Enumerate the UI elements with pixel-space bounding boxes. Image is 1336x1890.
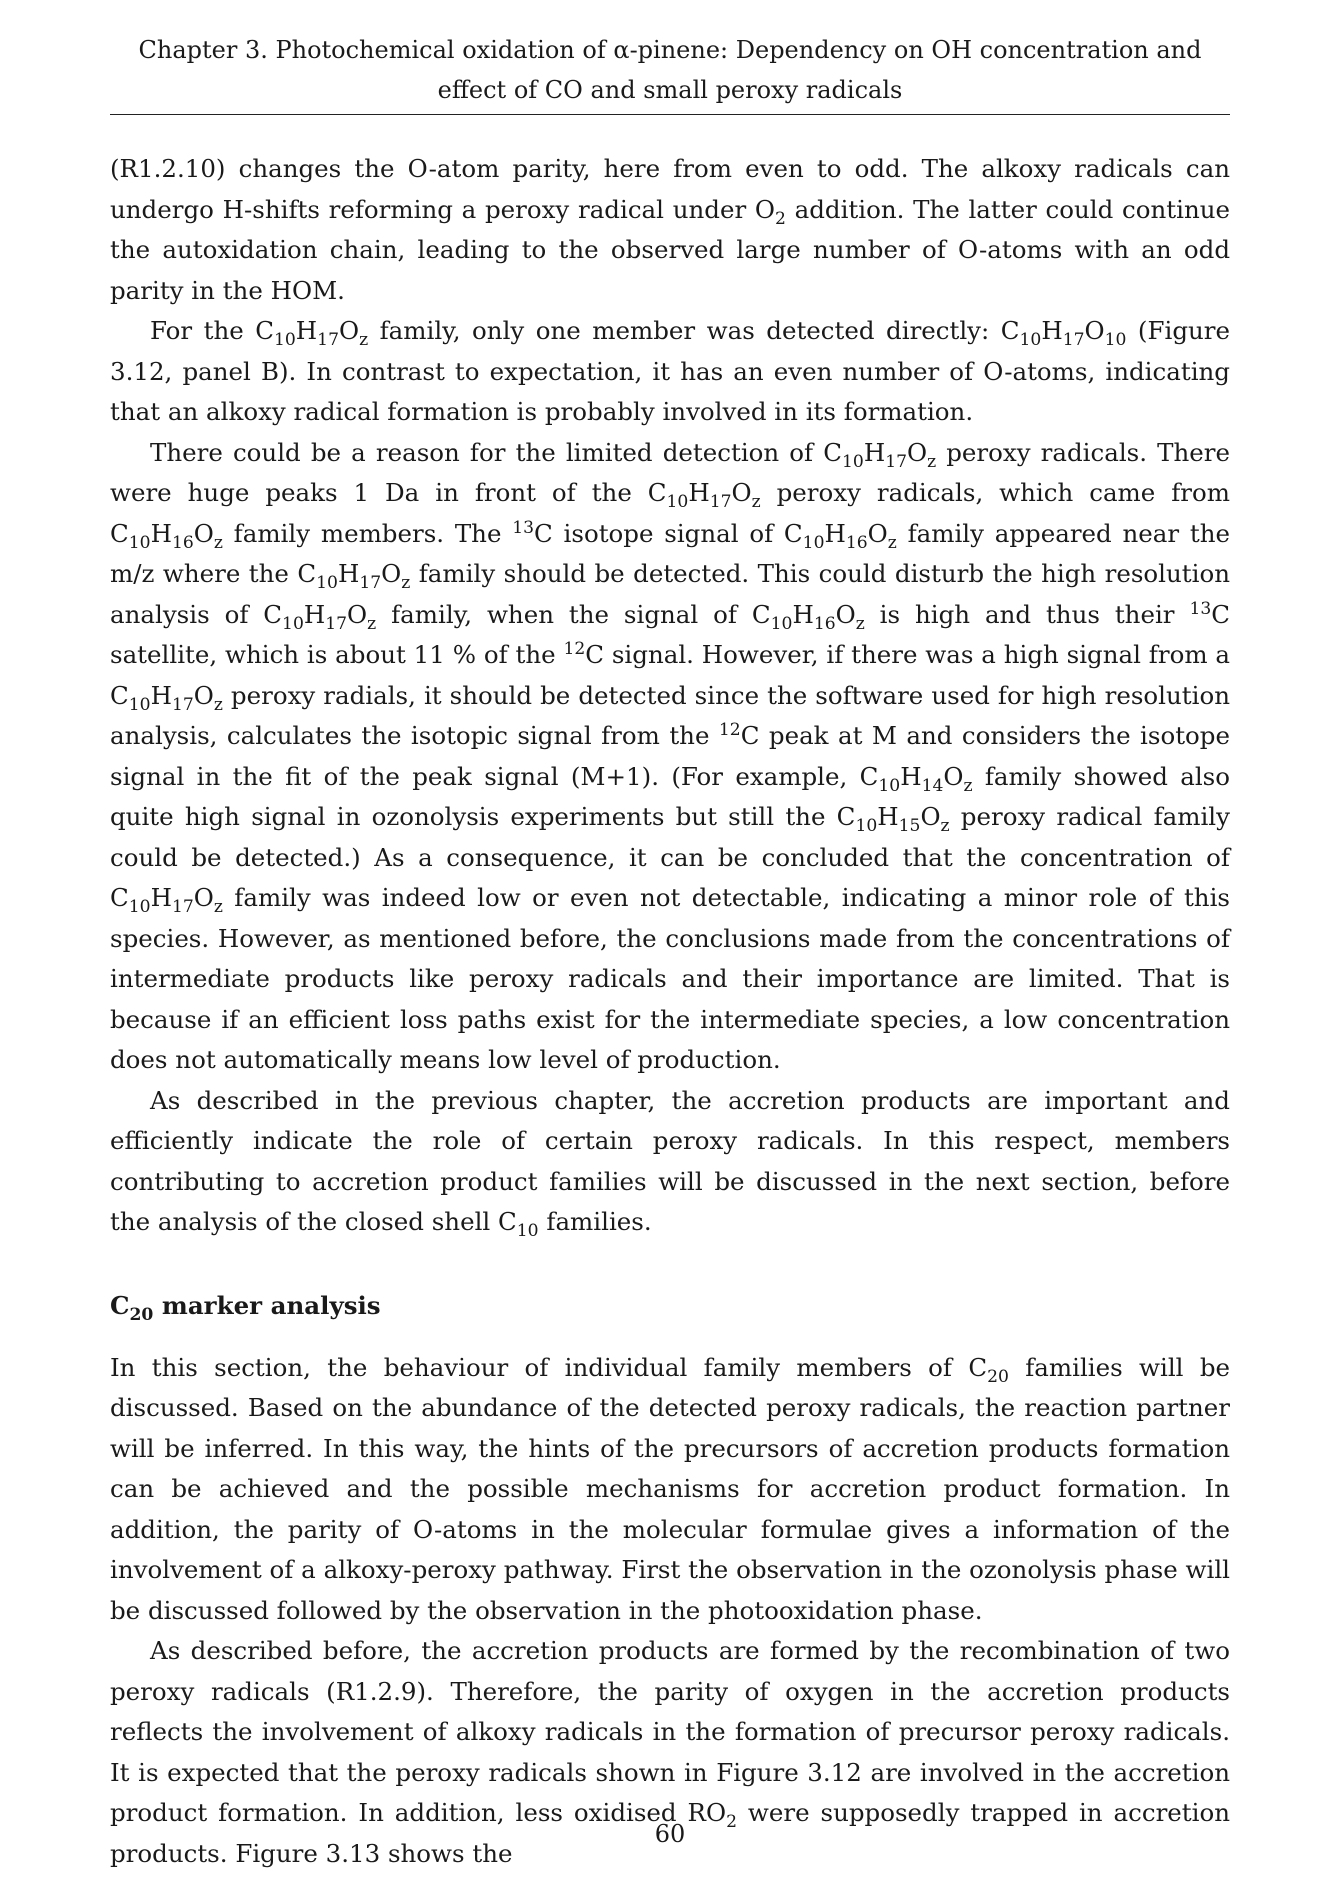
paragraph: For the $C_{10}H_{17}O_z$ family, only one member was detected directly: $C_{10}H_{17}O_{10}$ (Figure 3.12, panel B). In contrast to expectation, it has an even number of O-atoms, indicating that an alkoxy radical formation is probably involved in its formation. bbox=[110, 316, 1230, 426]
header-line-1: Chapter 3. Photochemical oxidation of α-pinene: Dependency on OH concentration and bbox=[138, 36, 1202, 64]
section-heading: $C_{20}$ marker analysis bbox=[110, 1290, 381, 1325]
paragraph: There could be a reason for the limited detection of $C_{10}H_{17}O_z$ peroxy radicals. There were huge peaks 1 Da in front of the $C_{10}H_{17}O_z$ peroxy radicals, which came from $C_{10}H_{16}O_z$ family members. The $^{13}$C isotope signal of $C_{10}H_{16}O_z$ family appeared near the m/z where the $C_{10}H_{17}O_z$ family should be detected. This could disturb the high resolution analysis of $C_{10}H_{17}O_z$ family, when the signal of $C_{10}H_{16}O_z$ is high and thus their $^{13}$C satellite, which is about 11 % of the $^{12}$C signal. However, if there was a high signal from a $C_{10}H_{17}O_z$ peroxy radials, it should be detected since the software used for high resolution analysis, calculates the isotopic signal from the $^{12}$C peak at M and considers the isotope signal in the fit of the peak signal (M+1). (For example, $C_{10}H_{14}O_z$ family showed also quite high signal in ozonolysis experiments but still the $C_{10}H_{15}O_z$ peroxy radical family could be detected.) As a consequence, it can be concluded that the concentration of $C_{10}H_{17}O_z$ family was indeed low or even not detectable, indicating a minor role of this species. However, as mentioned before, the conclusions made from the concentrations of intermediate products like peroxy radicals and their importance are limited. That is because if an efficient loss paths exist for the intermediate species, a low concentration does not automatically means low level of production. bbox=[110, 437, 1231, 1074]
paragraph: (R1.2.10) changes the O-atom parity, here from even to odd. The alkoxy radicals can undergo H-shifts reforming a peroxy radical under $O_2$ addition. The latter could continue the autoxidation chain, leading to the observed large number of O-atoms with an odd parity in the HOM. bbox=[110, 154, 1231, 305]
body-text bbox=[110, 149, 1230, 1874]
paragraph: As described before, the accretion products are formed by the recombination of two peroxy radicals (R1.2.9). Therefore, the parity of oxygen in the accretion products reflects the involvement of alkoxy radicals in the formation of precursor peroxy radicals. It is expected that the peroxy radicals shown in Figure 3.12 are involved in the accretion product formation. In addition, less oxidised $RO_2$ were supposedly trapped in accretion products. Figure 3.13 shows the bbox=[110, 1636, 1230, 1868]
paragraph: In this section, the behaviour of individual family members of $C_{20}$ families will be discussed. Based on the abundance of the detected peroxy radicals, the reaction partner will be inferred. In this way, the hints of the precursors of accretion products formation can be achieved and the possible mechanisms for accretion product formation. In addition, the parity of O-atoms in the molecular formulae gives a information of the involvement of a alkoxy-peroxy pathway. First the observation in the ozonolysis phase will be discussed followed by the observation in the photooxidation phase. bbox=[110, 1352, 1231, 1625]
running-header bbox=[110, 30, 1230, 115]
paragraph: As described in the previous chapter, the accretion products are important and efficiently indicate the role of certain peroxy radicals. In this respect, members contributing to accretion product families will be discussed in the next section, before the analysis of the closed shell $C_{10}$ families. bbox=[110, 1085, 1230, 1241]
header-line-2: effect of CO and small peroxy radicals bbox=[437, 76, 903, 104]
document-page bbox=[110, 30, 1231, 1868]
page-number: 60 bbox=[654, 1820, 686, 1848]
